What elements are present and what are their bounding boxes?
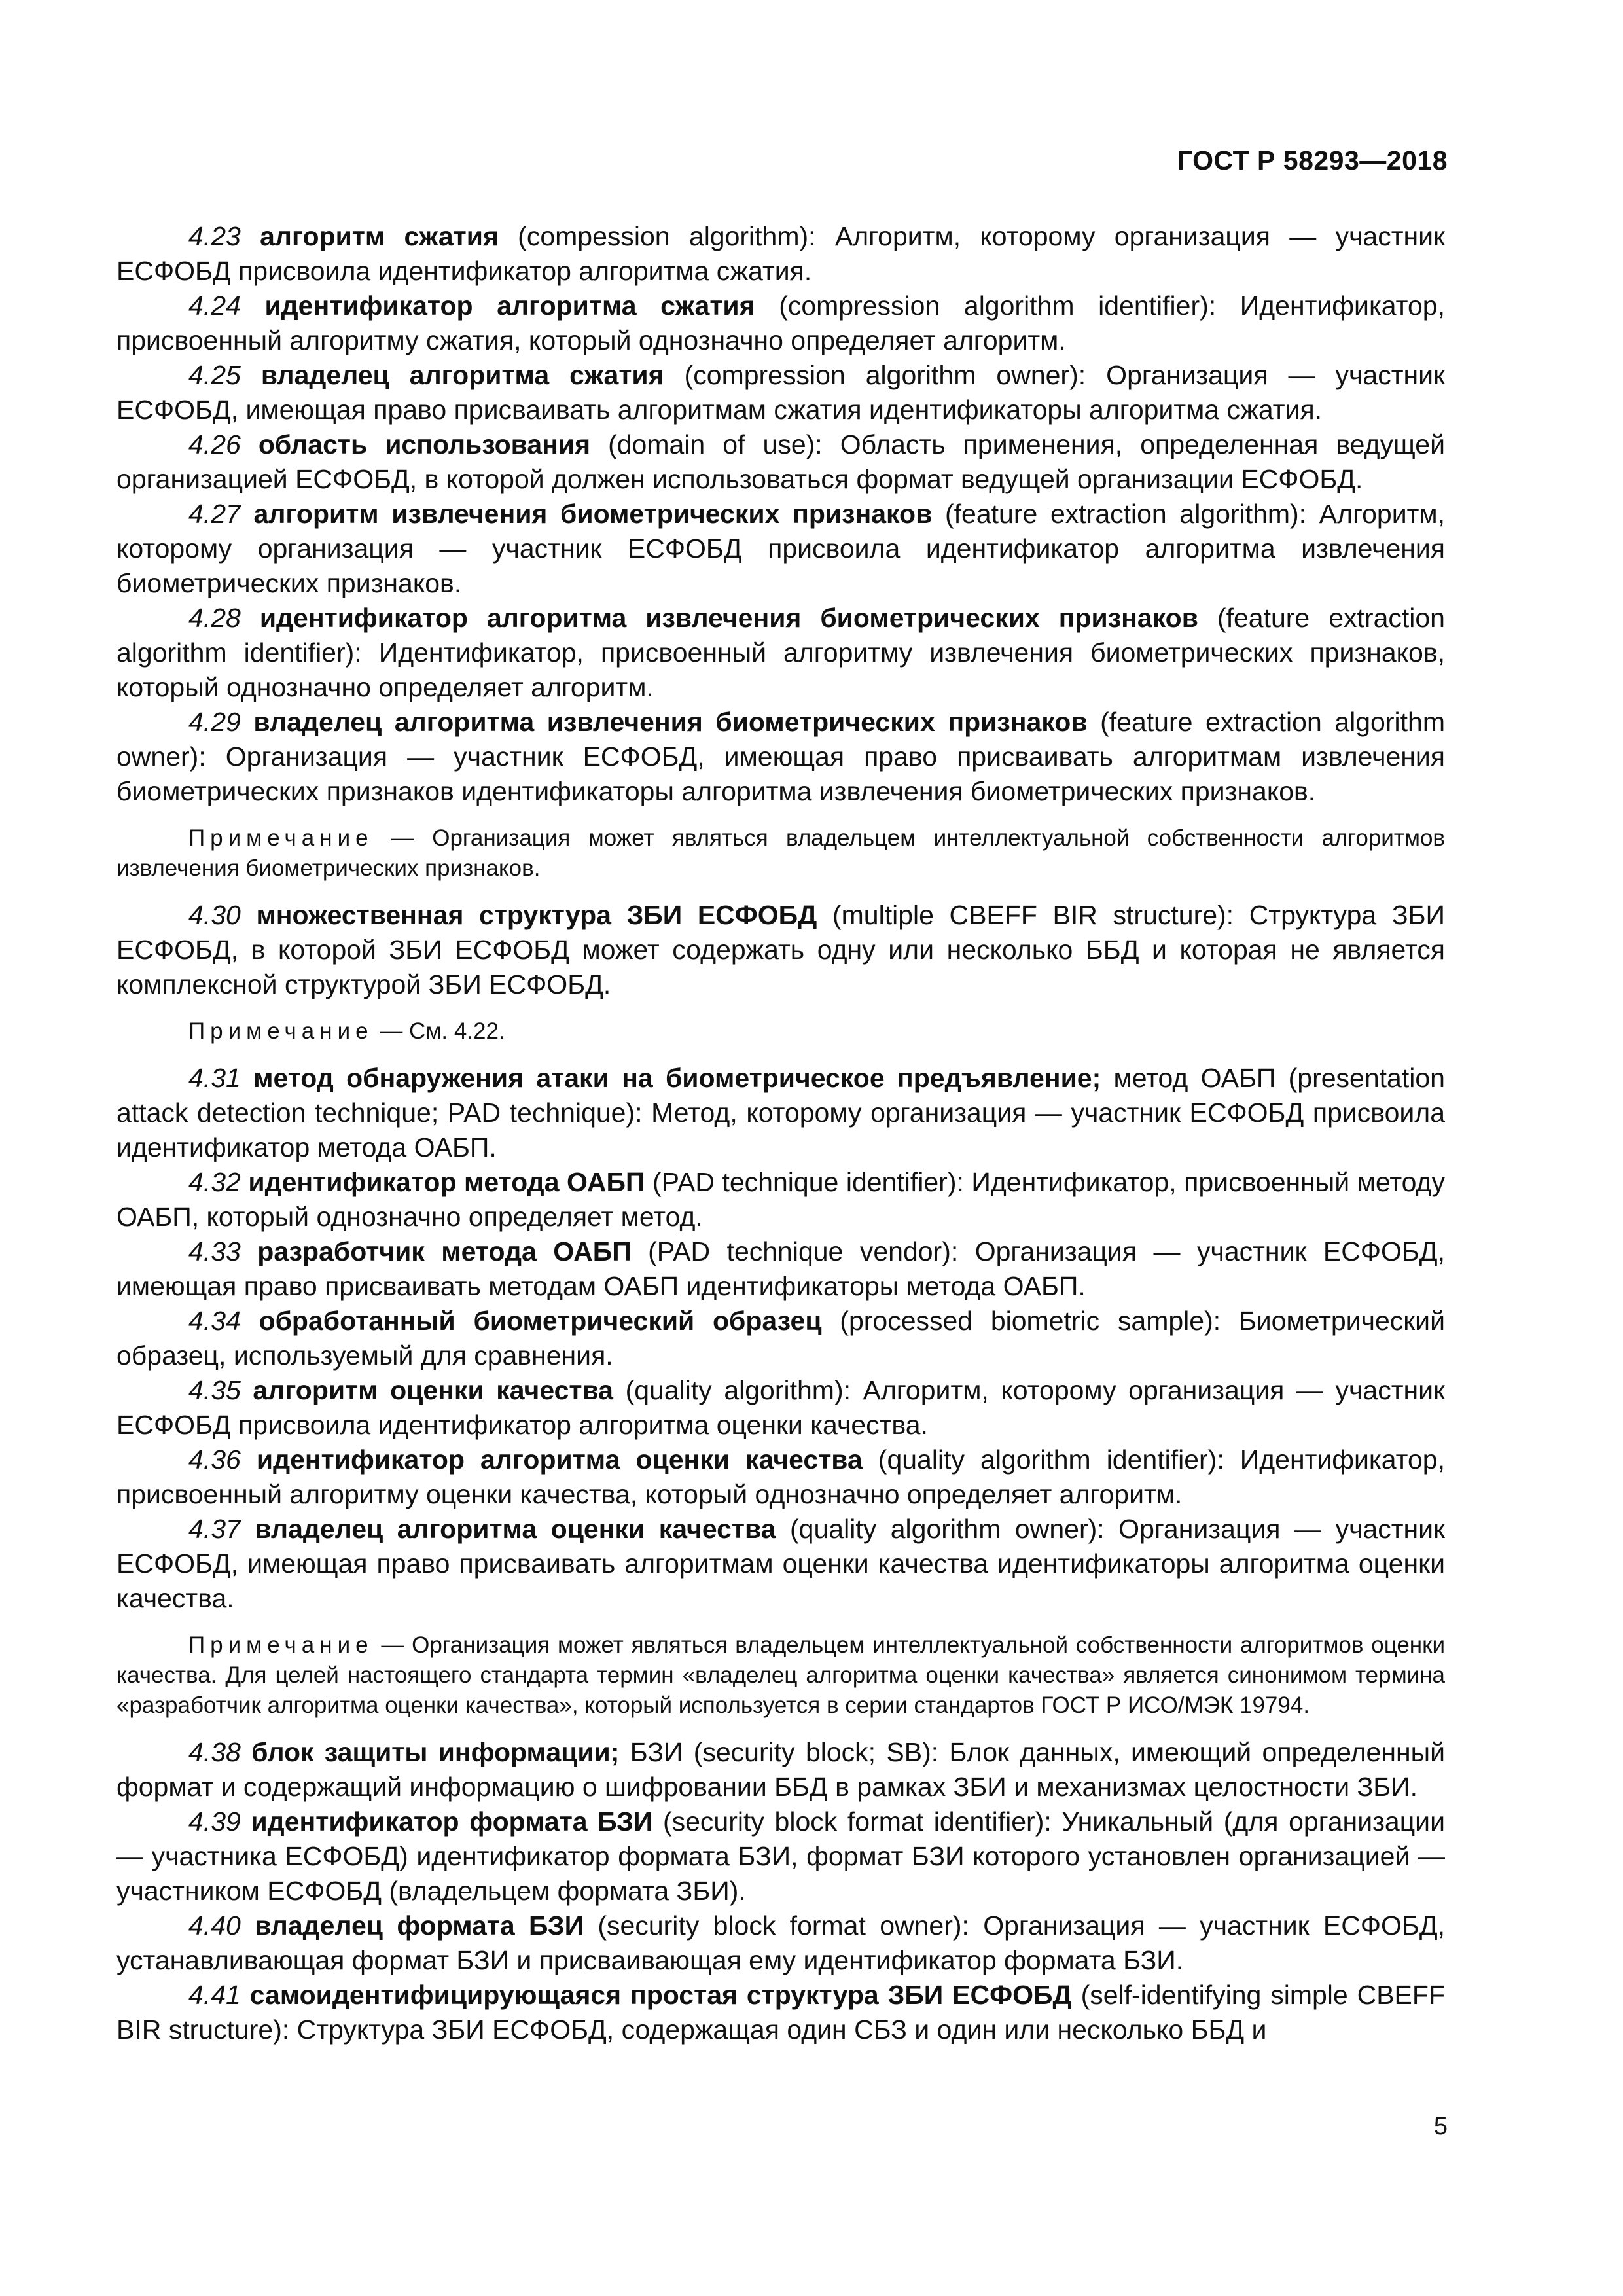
term-name: разработчик метода ОАБП: [257, 1236, 632, 1266]
term-text: (multiple CBEFF BIR structure): Структура ЗБИ ЕСФОБД, в которой ЗБИ ЕСФОБД может содержать одну или несколько ББД и которая не является комплексной структурой ЗБИ ЕСФОБД.: [116, 900, 1445, 999]
term-definition: [116, 601, 1445, 705]
term-text: (PAD technique identifier): Идентификатор, присвоенный методу ОАБП, который однозначно определяет метод.: [116, 1167, 1445, 1232]
term-number: 4.27: [188, 499, 241, 529]
term-number: 4.28: [188, 603, 241, 633]
term-text: (self-identifying simple CBEFF BIR structure): Структура ЗБИ ЕСФОБД, содержащая один СБЗ и один или несколько ББД и: [116, 1980, 1445, 2045]
term-name: блок защиты информации;: [251, 1737, 620, 1767]
term-text: (feature extraction algorithm owner): Организация — участник ЕСФОБД, имеющая право присваивать алгоритмам извлечения биометрических признаков идентификаторы алгоритма извлечения биометрических признаков.: [116, 707, 1445, 806]
term-number: 4.37: [188, 1514, 241, 1544]
term-text: (quality algorithm owner): Организация — участник ЕСФОБД, имеющая право присваивать алгоритмам оценки качества идентификаторы алгоритма оценки качества.: [116, 1514, 1445, 1613]
term-number: 4.23: [188, 221, 241, 251]
term-name: алгоритм сжатия: [260, 221, 499, 251]
term-name: множественная структура ЗБИ ЕСФОБД: [256, 900, 817, 930]
term-name: метод обнаружения атаки на биометрическое предъявление;: [253, 1063, 1101, 1093]
note: [116, 1016, 1445, 1047]
term-definition: [116, 358, 1445, 427]
term-text: (feature extraction algorithm identifier): Идентификатор, присвоенный алгоритму извлечения биометрических признаков, который однозначно определяет алгоритм.: [116, 603, 1445, 702]
term-definition: [116, 1443, 1445, 1512]
term-number: 4.33: [188, 1236, 241, 1266]
term-definition: [116, 1373, 1445, 1443]
term-number: 4.36: [188, 1444, 241, 1475]
note-label: Примечание: [188, 825, 374, 851]
term-text: метод ОАБП (presentation attack detection technique; PAD technique): Метод, которому организация — участник ЕСФОБД присвоила идентификатор метода ОАБП.: [116, 1063, 1445, 1162]
term-definition: [116, 497, 1445, 601]
document-id: ГОСТ Р 58293—2018: [1177, 145, 1448, 175]
term-text: (security block format identifier): Уникальный (для организации — участника ЕСФОБД) идентификатор формата БЗИ, формат БЗИ которого установлен организацией — участником ЕСФОБД (владельцем формата ЗБИ).: [116, 1806, 1445, 1906]
term-name: владелец алгоритма сжатия: [260, 360, 664, 390]
term-name: алгоритм извлечения биометрических признаков: [253, 499, 933, 529]
term-definition: [116, 1909, 1445, 1978]
term-number: 4.32: [188, 1167, 241, 1197]
term-text: БЗИ (security block; SB): Блок данных, имеющий определенный формат и содержащий информацию о шифровании ББД в рамках ЗБИ и механизмах целостности ЗБИ.: [116, 1737, 1445, 1802]
term-name: идентификатор алгоритма извлечения биометрических признаков: [259, 603, 1198, 633]
term-number: 4.40: [188, 1910, 241, 1941]
term-number: 4.24: [188, 291, 241, 321]
term-name: идентификатор алгоритма сжатия: [264, 291, 755, 321]
term-definition: [116, 898, 1445, 1002]
note: [116, 1630, 1445, 1721]
note-text: — Организация может являться владельцем интеллектуальной собственности алгоритмов извлечения биометрических признаков.: [116, 825, 1445, 881]
term-name: самоидентифицирующаяся простая структура ЗБИ ЕСФОБД: [249, 1980, 1072, 2010]
term-text: (PAD technique vendor): Организация — участник ЕСФОБД, имеющая право присваивать методам ОАБП идентификаторы метода ОАБП.: [116, 1236, 1445, 1301]
term-definition: [116, 289, 1445, 358]
term-number: 4.26: [188, 429, 241, 459]
page-number: 5: [1433, 2113, 1448, 2140]
note-text: — См. 4.22.: [373, 1018, 505, 1044]
note: [116, 823, 1445, 884]
term-definition: [116, 219, 1445, 289]
term-text: (compession algorithm): Алгоритм, которому организация — участник ЕСФОБД присвоила идентификатор алгоритма сжатия.: [116, 221, 1445, 286]
term-number: 4.31: [188, 1063, 241, 1093]
term-number: 4.29: [188, 707, 241, 737]
term-text: (compression algorithm owner): Организация — участник ЕСФОБД, имеющая право присваивать алгоритмам сжатия идентификаторы алгоритма сжатия.: [116, 360, 1445, 425]
term-text: (compression algorithm identifier): Идентификатор, присвоенный алгоритму сжатия, который однозначно определяет алгоритм.: [116, 291, 1445, 355]
term-definition: [116, 1804, 1445, 1909]
term-definition: [116, 1512, 1445, 1616]
term-text: (feature extraction algorithm): Алгоритм, которому организация — участник ЕСФОБД присвоила идентификатор алгоритма извлечения биометрических признаков.: [116, 499, 1445, 598]
term-text: (security block format owner): Организация — участник ЕСФОБД, устанавливающая формат БЗИ и присваивающая ему идентификатор формата БЗИ.: [116, 1910, 1445, 1975]
term-name: обработанный биометрический образец: [259, 1306, 822, 1336]
term-number: 4.25: [188, 360, 241, 390]
note-text: — Организация может являться владельцем интеллектуальной собственности алгоритмов оценки качества. Для целей настоящего стандарта термин «владелец алгоритма оценки качества» является синонимом термина «разработчик алгоритма оценки качества», который используется в серии стандартов ГОСТ Р ИСО/МЭК 19794.: [116, 1632, 1445, 1718]
term-text: (domain of use): Область применения, определенная ведущей организацией ЕСФОБД, в которой должен использоваться формат ведущей организации ЕСФОБД.: [116, 429, 1445, 494]
term-text: (quality algorithm): Алгоритм, которому организация — участник ЕСФОБД присвоила идентификатор алгоритма оценки качества.: [116, 1375, 1445, 1440]
term-name: владелец алгоритма оценки качества: [255, 1514, 776, 1544]
document-body: [116, 219, 1445, 2047]
term-name: область использования: [258, 429, 591, 459]
term-name: идентификатор метода ОАБП: [248, 1167, 645, 1197]
term-definition: [116, 1165, 1445, 1234]
term-definition: [116, 705, 1445, 809]
term-definition: [116, 1304, 1445, 1373]
term-name: владелец алгоритма извлечения биометрических признаков: [253, 707, 1088, 737]
term-definition: [116, 1234, 1445, 1304]
term-text: (processed biometric sample): Биометрический образец, используемый для сравнения.: [116, 1306, 1445, 1371]
term-name: владелец формата БЗИ: [255, 1910, 584, 1941]
term-number: 4.38: [188, 1737, 241, 1767]
term-definition: [116, 1061, 1445, 1165]
term-number: 4.34: [188, 1306, 241, 1336]
term-name: идентификатор алгоритма оценки качества: [256, 1444, 863, 1475]
term-name: алгоритм оценки качества: [253, 1375, 613, 1405]
term-definition: [116, 1735, 1445, 1804]
term-name: идентификатор формата БЗИ: [251, 1806, 653, 1837]
term-number: 4.41: [188, 1980, 241, 2010]
term-definition: [116, 427, 1445, 497]
term-text: (quality algorithm identifier): Идентификатор, присвоенный алгоритму оценки качества, который однозначно определяет алгоритм.: [116, 1444, 1445, 1509]
note-label: Примечание: [188, 1018, 374, 1044]
note-label: Примечание: [188, 1632, 374, 1658]
term-number: 4.35: [188, 1375, 241, 1405]
term-number: 4.30: [188, 900, 241, 930]
term-definition: [116, 1978, 1445, 2047]
term-number: 4.39: [188, 1806, 241, 1837]
